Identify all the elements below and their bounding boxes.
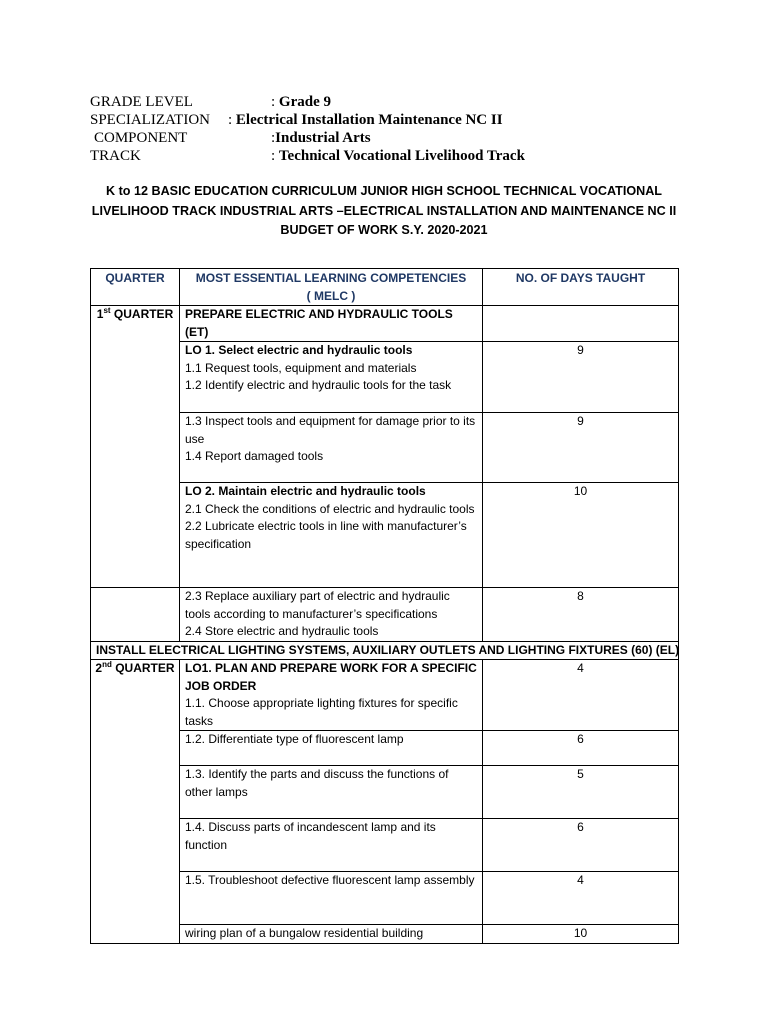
component-label: COMPONENT — [94, 130, 188, 146]
section-title-el: INSTALL ELECTRICAL LIGHTING SYSTEMS, AUXILIARY OUTLETS AND LIGHTING FIXTURES (60) (EL) — [91, 641, 679, 660]
grade-level-value: : Grade 9 — [271, 94, 331, 110]
budget-of-work-table — [90, 268, 679, 944]
section-title-et: PREPARE ELECTRIC AND HYDRAULIC TOOLS (ET) — [180, 306, 483, 342]
component-value: :Industrial Arts — [271, 130, 371, 146]
title-line-1: K to 12 BASIC EDUCATION CURRICULUM JUNIOR HIGH SCHOOL TECHNICAL VOCATIONAL — [106, 184, 662, 198]
competency-cell: LO1. PLAN AND PREPARE WORK FOR A SPECIFIC JOB ORDER 1.1. Choose appropriate lighting fixtures for specific tasks — [180, 660, 483, 731]
header-quarter: QUARTER — [91, 269, 180, 306]
days-cell: 10 — [483, 483, 679, 588]
competency-cell: LO 2. Maintain electric and hydraulic tools 2.1 Check the conditions of electric and hydraulic tools 2.2 Lubricate electric tools in line with manufacturer’s specification — [180, 483, 483, 588]
document-header — [0, 93, 768, 173]
competency-cell: 1.5. Troubleshoot defective fluorescent lamp assembly — [180, 872, 483, 925]
track-label: TRACK — [90, 148, 141, 164]
table-row — [91, 819, 679, 872]
header-days: NO. OF DAYS TAUGHT — [483, 269, 679, 306]
table-row — [91, 413, 679, 483]
table-header-row — [91, 269, 679, 306]
table-row — [91, 872, 679, 925]
days-cell: 10 — [483, 925, 679, 944]
days-cell: 6 — [483, 819, 679, 872]
days-cell: 6 — [483, 731, 679, 766]
days-cell: 5 — [483, 766, 679, 819]
title-line-3: BUDGET OF WORK S.Y. 2020-2021 — [280, 223, 488, 237]
quarter-cell-1st: 1st QUARTER — [91, 306, 180, 588]
competency-cell: 1.4. Discuss parts of incandescent lamp and its function — [180, 819, 483, 872]
competency-cell: 1.3 Inspect tools and equipment for damage prior to its use 1.4 Report damaged tools — [180, 413, 483, 483]
document-title — [60, 182, 708, 241]
specialization-value: : Electrical Installation Maintenance NC II — [228, 112, 503, 128]
track-value: : Technical Vocational Livelihood Track — [271, 148, 525, 164]
grade-level-label: GRADE LEVEL — [90, 94, 193, 110]
table-row — [91, 925, 679, 944]
table-row — [91, 641, 679, 660]
title-line-2: LIVELIHOOD TRACK INDUSTRIAL ARTS –ELECTRICAL INSTALLATION AND MAINTENANCE NC II — [91, 203, 677, 218]
table-row — [91, 306, 679, 342]
specialization-label: SPECIALIZATION — [90, 112, 210, 128]
days-cell: 4 — [483, 872, 679, 925]
table-row — [91, 483, 679, 588]
competency-cell: wiring plan of a bungalow residential building — [180, 925, 483, 944]
days-cell: 4 — [483, 660, 679, 731]
table-row — [91, 660, 679, 731]
days-cell: 9 — [483, 413, 679, 483]
table-row — [91, 731, 679, 766]
competency-cell: 2.3 Replace auxiliary part of electric and hydraulic tools according to manufacturer’s specifications 2.4 Store electric and hydraulic tools — [180, 588, 483, 642]
table-row — [91, 588, 679, 642]
competency-cell: 1.2. Differentiate type of fluorescent lamp — [180, 731, 483, 766]
header-melc: MOST ESSENTIAL LEARNING COMPETENCIES ( MELC ) — [180, 269, 483, 306]
table-row — [91, 766, 679, 819]
competency-cell: LO 1. Select electric and hydraulic tools 1.1 Request tools, equipment and materials 1.2 Identify electric and hydraulic tools for the task — [180, 342, 483, 413]
quarter-cell-2nd: 2nd QUARTER — [91, 660, 180, 944]
competency-cell: 1.3. Identify the parts and discuss the functions of other lamps — [180, 766, 483, 819]
table-row — [91, 342, 679, 413]
days-cell: 8 — [483, 588, 679, 642]
days-cell: 9 — [483, 342, 679, 413]
